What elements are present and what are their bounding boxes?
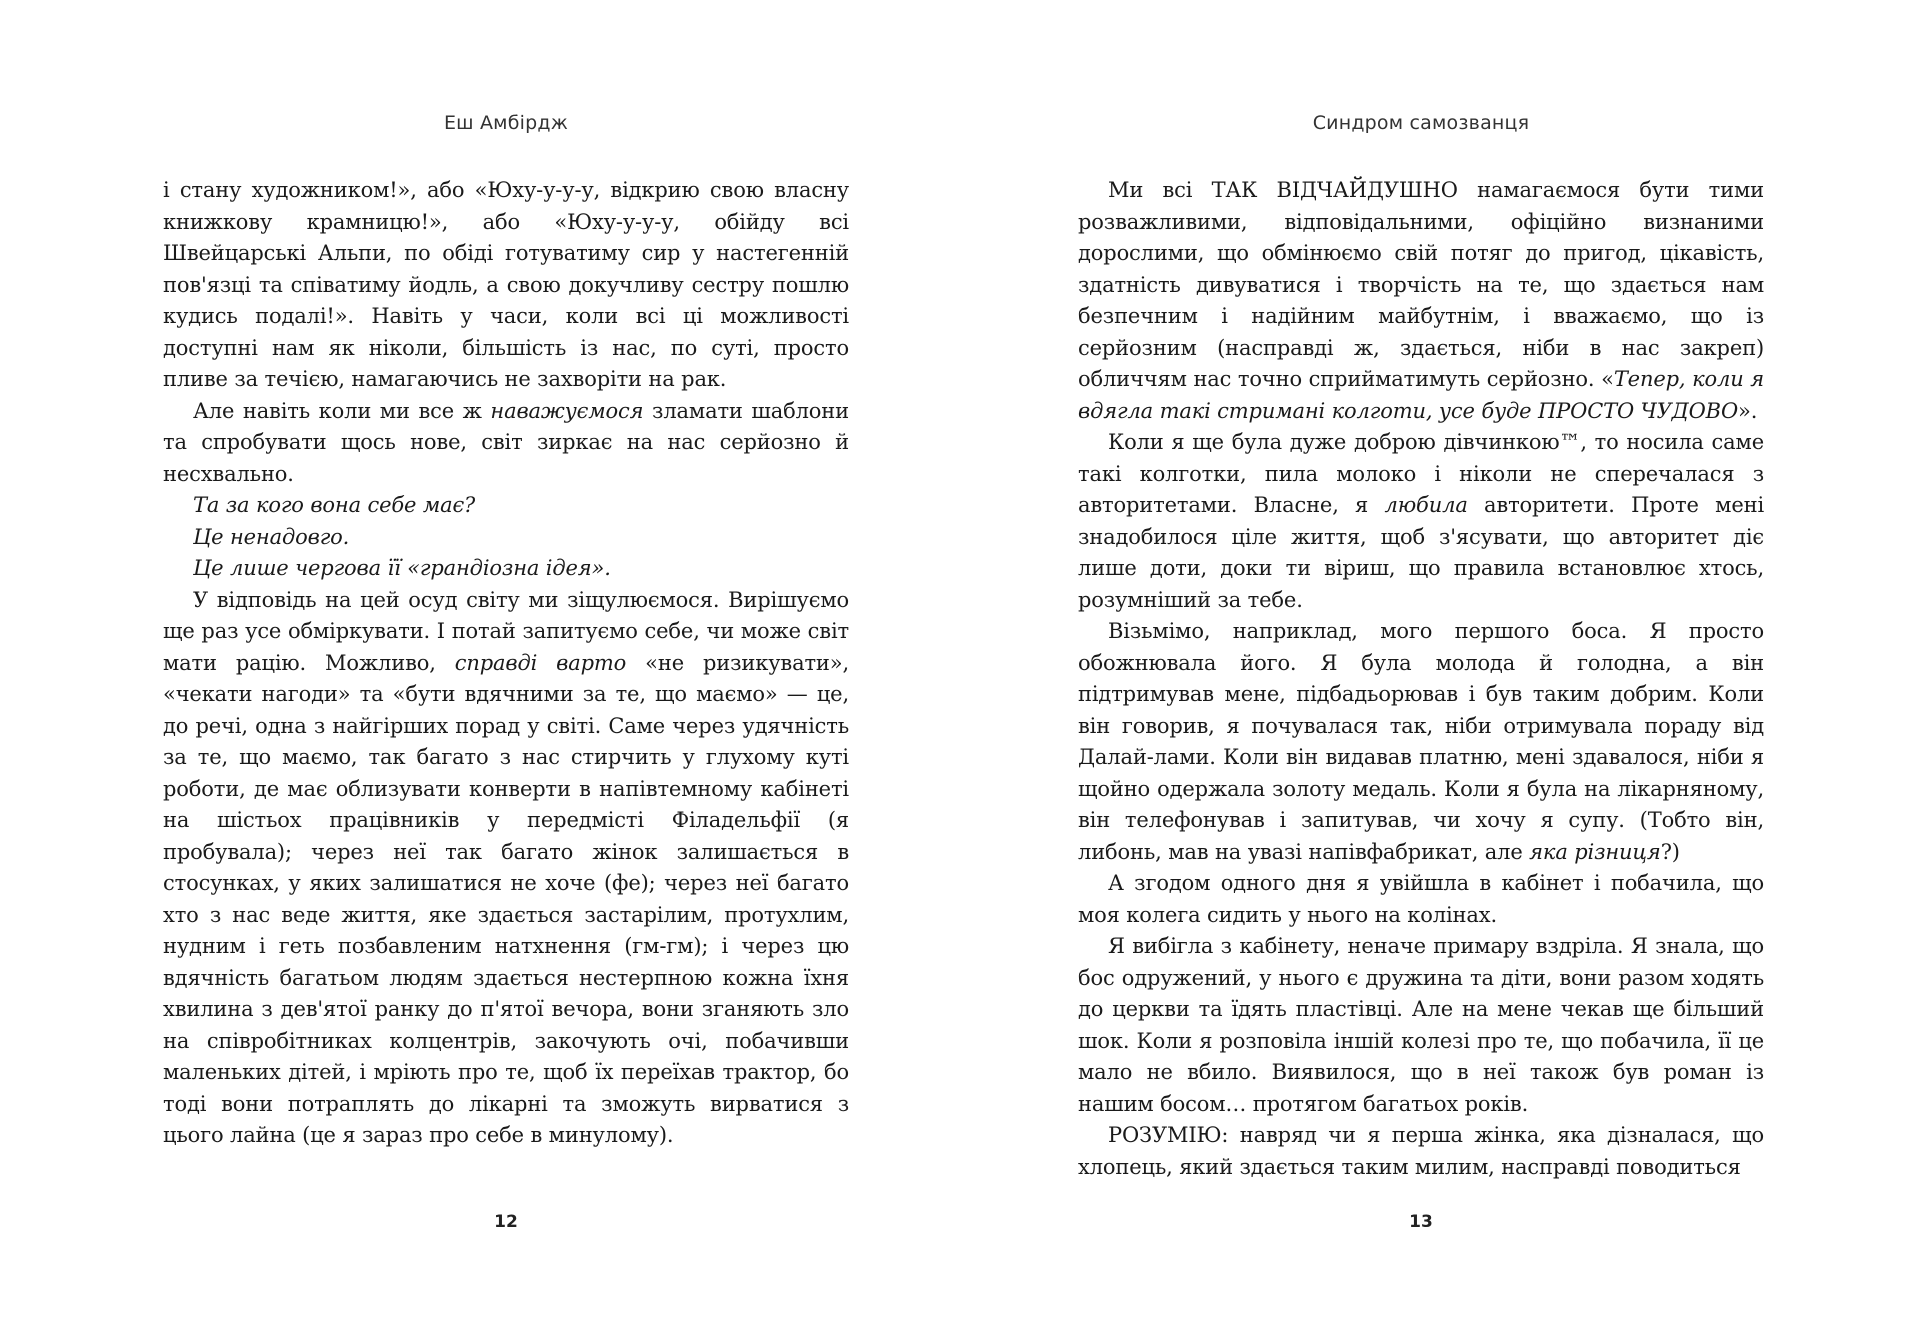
page-number: 12 bbox=[494, 1212, 518, 1232]
page-number: 13 bbox=[1409, 1212, 1433, 1232]
paragraph: і стану художником!», або «Юху-у-у-у, відкрию свою власну книжкову крамницю!», або «Юху-у-у-у, обійду всі Швейцарські Альпи, по обіді готуватиму сир у настегенній пов'язці та співатиму йодль, а свою докучливу сестру пошлю кудись подалі!». Навіть у часи, коли всі ці можливості доступні нам як ніколи, більшість із нас, по суті, просто пливе за течією, намагаючись не захворіти на рак. bbox=[163, 178, 849, 391]
running-head-title: Синдром самозванця bbox=[1312, 112, 1530, 134]
right-page-body bbox=[1078, 175, 1764, 1183]
paragraph: У відповідь на цей осуд світу ми зіщулюємося. Вирішуємо ще раз усе обміркувати. І потай запитуємо себе, чи може світ мати рацію. Можливо, справді варто «не ризикувати», «чекати нагоди» та «бути вдячними за те, що маємо» — це, до речі, одна з найгірших порад у світі. Саме через удячність за те, що маємо, так багато з нас стирчить у глухому куті роботи, де має облизувати конверти в напівтемному кабінеті на шістьох працівників у передмісті Філадельфії (я пробувала); через неї так багато жінок залишається в стосунках, у яких залишатися не хоче (фе); через неї багато хто з нас веде життя, яке здається застарілим, протухлим, нудним і геть позбавленим натхнення (гм-гм); і через цю вдячність багатьом людям здається нестерпною кожна їхня хвилина з дев'ятої ранку до п'ятої вечора, вони зганяють зло на співробітниках колцентрів, закочують очі, побачивши маленьких дітей, і мріють про те, щоб їх переїхав трактор, бо тоді вони потраплять до лікарні та зможуть вирватися з цього лайна (це я зараз про себе в минулому). bbox=[163, 587, 849, 1147]
paragraph: Ми всі ТАК ВІДЧАЙДУШНО намагаємося бути тими розважливими, відповідальними, офіційно визнаними дорослими, що обмінюємо свій потяг до пригод, цікавість, здатність дивуватися і творчість на те, що здається нам безпечним і надійним майбутнім, і вважаємо, що із серйозним (насправді ж, здається, ніби в нас закреп) обличчям нас точно сприйматимуть серйозно. «Тепер, коли я вдягла такі стримані колготи, усе буде ПРОСТО ЧУДОВО». bbox=[1078, 178, 1765, 423]
paragraph: А згодом одного дня я увійшла в кабінет і побачила, що моя колега сидить у нього на колінах. bbox=[1078, 871, 1764, 927]
italic-quote: Це ненадовго. bbox=[193, 524, 350, 549]
right-page bbox=[960, 0, 1920, 1343]
italic-quote: Та за кого вона себе має? bbox=[193, 493, 476, 517]
paragraph: Але навіть коли ми все ж наважуємося зламати шаблони та спробувати щось нове, світ зиркає на нас серйозно й несхвально. bbox=[163, 398, 849, 486]
paragraph: Коли я ще була дуже доброю дівчинкою™, то носила саме такі колготки, пила молоко і ніколи не сперечалася з авторитетами. Власне, я любила авторитети. Проте мені знадобилося ціле життя, щоб з'ясувати, що авторитет діє лише доти, доки ти віриш, що правила встановлює хтось, розумніший за тебе. bbox=[1078, 430, 1765, 612]
paragraph: РОЗУМІЮ: навряд чи я перша жінка, яка дізналася, що хлопець, який здається таким милим, насправді поводиться bbox=[1078, 1123, 1764, 1179]
paragraph: Я вибігла з кабінету, неначе примару вздріла. Я знала, що бос одружений, у нього є дружина та діти, вони разом ходять до церкви та їдять пластівці. Але на мене чекав ще більший шок. Коли я розповіла іншій колезі про те, що побачила, її це мало не вбило. Виявилося, що в неї також був роман із нашим босом… протягом багатьох років. bbox=[1078, 934, 1764, 1116]
paragraph: Візьмімо, наприклад, мого першого боса. Я просто обожнювала його. Я була молода й голодна, а він підтримував мене, підбадьорював і був таким добрим. Коли він говорив, я почувалася так, ніби отримувала пораду від Далай-лами. Коли він видавав платню, мені здавалося, ніби я щойно одержала золоту медаль. Коли я була на лікарняному, він телефонував і запитував, чи хочу я супу. (Тобто він, либонь, мав на увазі напівфабрикат, але яка різниця?) bbox=[1078, 619, 1764, 864]
left-page-body bbox=[163, 175, 849, 1152]
italic-quote: Це лише чергова її «грандіозна ідея». bbox=[193, 556, 611, 580]
running-head-author: Еш Амбірдж bbox=[443, 112, 569, 134]
